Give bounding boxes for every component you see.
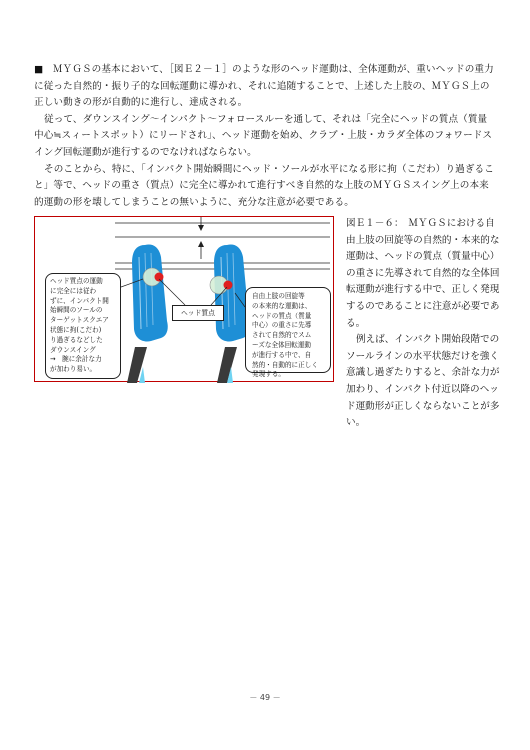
callout-right-line: の本来的な運動は、	[252, 301, 312, 310]
arrow-down-head	[198, 225, 204, 231]
callout-left	[45, 273, 121, 379]
callout-right-line: 発現する。	[252, 370, 285, 379]
callout-right-line: が進行する中で、自	[252, 350, 312, 359]
caption-paragraph-2: 例えば、インパクト開始段階でのソールラインの水平状態だけを強く意識し過ぎたりすると、余計な力が加わり、インパクト付近以降のヘッド運動形が正しくならないことが多い。	[346, 334, 500, 429]
figure-e1-6	[34, 216, 334, 382]
paragraph-1: ■ ＭＹＧＳの基本において、［図Ｅ２－１］のような形のヘッド運動は、全体運動が、重いヘッドの重力に従った自然的・振り子的な回転運動に導かれ、それに追随することで、上述した上肢の、ＭＹＧＳ上の正しい動きの形が自動的に進行し、達成される。	[34, 64, 494, 109]
callout-right-line: ヘッドの質点（質量	[252, 311, 312, 320]
callout-left-line: ターゲットスクエア	[50, 316, 109, 325]
callout-left-line: 状態に拘(こだわ)	[50, 325, 102, 334]
callout-right-line: 中心）の重さに先導	[252, 321, 312, 330]
caption-paragraph-1: 図Ｅ１－６： ＭＹＧＳにおける自由上肢の回旋等の自然的・本来的な運動は、ヘッドの質点（質量中心）の重さに先導されて自然的な全体回転運動が進行する中で、正しく発現するのであることに注意が必要である。	[346, 218, 500, 329]
callout-left-line: 始瞬間のソールの	[50, 306, 103, 315]
figure-caption	[346, 216, 500, 432]
callout-right-line: ーズな全体回転運動	[252, 340, 312, 349]
paragraph-3: そのことから、特に、「インパクト開始瞬間にヘッド・ソールが水平になる形に拘（こだわ）り過ぎること」等で、ヘッドの重さ（質点）に完全に導かれて進行すべき自然的な上肢のＭＹＧＳスイング上の本来的運動の形を壊してしまうことの無いように、充分な注意が必要である。	[34, 163, 494, 208]
callout-left-line: → 腕に余計な力	[50, 355, 102, 364]
callout-left-line: に完全には従わ	[50, 286, 97, 295]
callout-right-line: されて自然的でスム	[252, 331, 312, 340]
head-mass-label: ヘッド質点	[172, 305, 224, 321]
page-number: － 49 －	[249, 693, 281, 702]
callout-right	[245, 287, 331, 379]
callout-left-line: り過ぎるなどした	[50, 335, 103, 344]
arrow-up-head	[198, 241, 204, 247]
callout-left-line: ヘッド質点の運動	[50, 277, 103, 285]
callout-left-line: が加わり易い。	[50, 365, 97, 374]
left-club-icon	[127, 245, 168, 384]
callout-left-line: ダウンスイング	[50, 345, 96, 354]
paragraph-2: 従って、ダウンスイング～インパクト～フォロースルーを通して、それは「完全にヘッドの質点（質量中心≒スィートスポット）にリードされ」、ヘッド運動を始め、クラブ・上肢・カラダ全体のフォワードスイング回転運動が進行するのでなければならない。	[34, 113, 493, 158]
callout-right-line: 然的・自動的に正しく	[252, 360, 318, 369]
body-text	[34, 62, 496, 211]
callout-left-line: ずに、インパクト開	[50, 296, 109, 305]
callout-right-line: 自由上肢の回旋等	[252, 292, 305, 300]
